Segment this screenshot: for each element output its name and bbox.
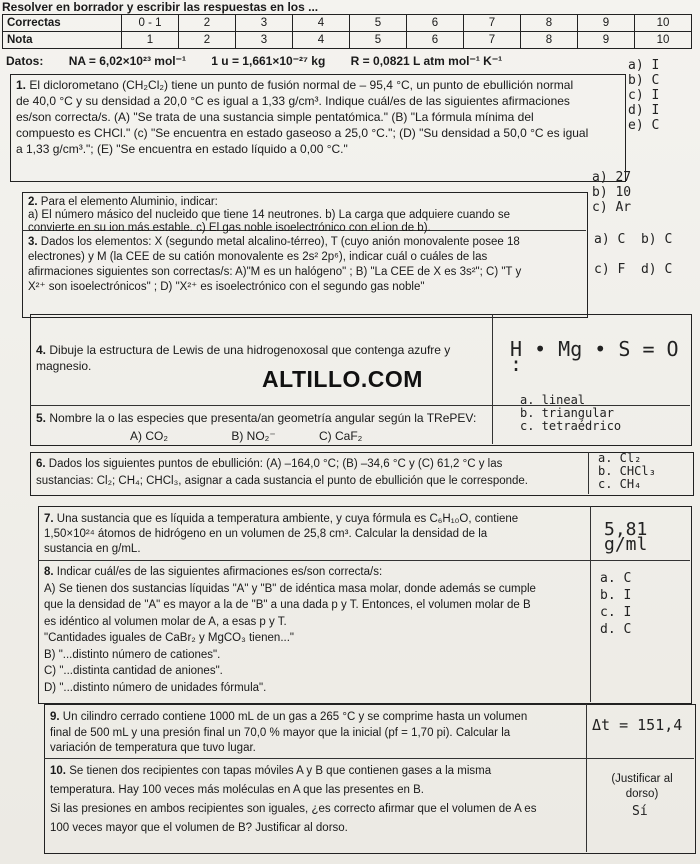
gas-constant: R = 0,0821 L atm mol⁻¹ K⁻¹ (350, 54, 503, 68)
question-number: 3. (28, 236, 38, 248)
answer-6 (598, 452, 656, 491)
question-line: que la densidad de "A" es mayor a la de "B" a una dada p y T. Entonces, el volumen molar de B (44, 599, 531, 611)
divider (38, 560, 690, 561)
option: C) CaF₂ (319, 429, 363, 443)
question-line: es/son correcta/s. (A) "Se trata de una sustancia simple pentatómica." (B) "La fórmula mínima del (16, 110, 534, 124)
grade-table (2, 14, 692, 49)
question-5 (36, 410, 492, 426)
question-number: 4. (36, 343, 47, 357)
watermark: ALTILLO.COM (262, 366, 423, 392)
question-line: afirmaciones siguientes son correctas/s: A)"M es un halógeno" ; B) "La CEE de X es 3s²"; C) "T y (28, 266, 522, 278)
handwritten-answer: a. Cl₂ (598, 451, 642, 465)
question-line: temperatura. Hay 100 veces más moléculas en A que las presentes en B. (50, 784, 424, 796)
handwritten-answer: a) C (594, 232, 626, 247)
question-line: final de 500 mL y una presión final un 70,0 % mayor que la inicial (pf = 1,70 pi). Calcular la (50, 726, 511, 739)
question-line: C) "...distinta cantidad de aniones". (44, 665, 223, 677)
question-line: B) "...distinto número de cationes". (44, 648, 221, 661)
question-3 (28, 235, 588, 295)
answer-5 (520, 394, 621, 433)
answer-7: 5,81 g/ml (604, 519, 648, 555)
question-line: Una sustancia que es líquida a temperatura ambiente, y cuya fórmula es C₆H₁₀O, contiene (56, 513, 519, 525)
correctas-label: Correctas (3, 15, 122, 32)
note-line: (Justificar al (611, 773, 673, 785)
question-number: 10. (50, 765, 66, 777)
nota-cell: 10 (635, 32, 692, 49)
question-line: convierte en su ion más estable. c) El gas noble isoelectrónico con el ion de b). (28, 222, 431, 234)
nota-label: Nota (3, 32, 122, 49)
nota-cell: 1 (122, 32, 179, 49)
question-10 (50, 762, 584, 838)
nota-cell: 6 (407, 32, 464, 49)
answer-4: H • Mg • S = O : (510, 337, 679, 376)
question-line: Si las presiones en ambos recipientes son iguales, ¿es correcto afirmar que el volumen de A es (50, 803, 537, 815)
question-6 (36, 456, 588, 490)
divider (492, 314, 493, 444)
datos-label: Datos: (6, 54, 44, 68)
note-line: dorso) (625, 788, 659, 800)
nota-cell: 4 (293, 32, 350, 49)
question-line: a 1,33 g/cm³."; (E) "Se encuentra en estado líquido a 0,00 °C." (16, 142, 348, 156)
question-line: a) El número másico del nucleido que tiene 14 neutrones. b) La carga que adquiere cuando se (28, 209, 511, 221)
question-1 (16, 77, 628, 157)
question-line: El diclorometano (CH₂Cl₂) tiene un punto de fusión normal de – 95,4 °C, un punto de ebullición normal (29, 78, 574, 92)
correctas-cell: 10 (635, 15, 692, 32)
nota-cell: 9 (578, 32, 635, 49)
correctas-cell: 7 (464, 15, 521, 32)
question-line: "Cantidades iguales de CaBr₂ y MgCO₃ tienen..." (44, 632, 294, 644)
instruction-header: Resolver en borrador y escribir las respuestas en los ... (2, 0, 319, 14)
question-number: 1. (16, 78, 27, 92)
question-number: 5. (36, 411, 47, 425)
nota-row (3, 32, 692, 49)
divider (590, 506, 591, 702)
handwritten-answer: a. lineal (520, 393, 586, 407)
answer-2 (592, 170, 631, 215)
handwritten-answer: a) I (628, 58, 660, 73)
handwritten-answer: c) Ar (592, 200, 632, 215)
handwritten-answer: c. CH₄ (598, 477, 642, 491)
question-line: Se tienen dos recipientes con tapas móviles A y B que contienen gases a la misma (69, 765, 492, 777)
handwritten-answer: b) C (628, 73, 660, 88)
handwritten-answer: b. I (600, 588, 632, 603)
question-5-options (130, 428, 490, 444)
question-line: Dibuje la estructura de Lewis de una hidrogenoxosal que contenga azufre y (49, 343, 451, 357)
handwritten-answer: a. C (600, 571, 632, 586)
question-line: Dados los siguientes puntos de ebullición: (A) –164,0 °C; (B) –34,6 °C y (C) 61,2 °C y las (48, 458, 503, 470)
option: B) NO₂⁻ (231, 429, 276, 443)
question-line: 1,50×10²⁴ átomos de hidrógeno en un volumen de 25,8 cm³. Calcular la densidad de la (44, 528, 488, 540)
divider (588, 452, 589, 494)
handwritten-answer: b) C (640, 232, 673, 247)
handwritten-answer: d. C (600, 622, 632, 637)
question-number: 6. (36, 458, 46, 470)
question-line: 100 veces mayor que el volumen de B? Justificar al dorso. (50, 822, 348, 834)
nota-cell: 5 (350, 32, 407, 49)
question-7 (44, 512, 588, 557)
question-line: sustancia en g/mL. (44, 543, 141, 555)
question-line: Para el elemento Aluminio, indicar: (40, 196, 218, 208)
nota-cell: 8 (521, 32, 578, 49)
question-line: X²⁺ son isoelectrónicos" ; D) "X²⁺ es isoelectrónico con el segundo gas noble" (28, 281, 425, 293)
option: A) CO₂ (130, 429, 168, 443)
question-number: 2. (28, 196, 38, 208)
correctas-cell: 2 (179, 15, 236, 32)
handwritten-answer: c) I (628, 88, 660, 103)
answer-10: Sí (632, 804, 648, 819)
atomic-mass-unit: 1 u = 1,661×10⁻²⁷ kg (211, 54, 326, 68)
question-2 (28, 196, 588, 235)
question-line: variación de temperatura que tuvo lugar. (50, 742, 256, 754)
handwritten-answer: a) 27 (592, 170, 632, 185)
handwritten-answer: b. CHCl₃ (598, 464, 656, 478)
nota-cell: 7 (464, 32, 521, 49)
question-line: Nombre la o las especies que presenta/an geometría angular según la TRePEV: (49, 411, 477, 425)
avogadro-constant: NA = 6,02×10²³ mol⁻¹ (68, 54, 186, 68)
constants-line (6, 54, 524, 68)
question-line: Dados los elementos: X (segundo metal alcalino-térreo), T (cuyo anión monovalente posee 18 (40, 236, 520, 248)
answer-1 (628, 58, 659, 133)
divider (586, 704, 587, 852)
question-line: D) "...distinto número de unidades fórmula". (44, 681, 267, 694)
question-line: Un cilindro cerrado contiene 1000 mL de un gas a 265 °C y se comprime hasta un volumen (62, 711, 528, 723)
handwritten-answer: c) F (594, 262, 626, 277)
correctas-cell: 5 (350, 15, 407, 32)
answer-9: Δt = 151,4 (592, 716, 683, 734)
justify-note (592, 772, 692, 802)
question-number: 8. (44, 566, 54, 578)
correctas-cell: 4 (293, 15, 350, 32)
correctas-row (3, 15, 692, 32)
handwritten-answer: c. I (600, 605, 632, 620)
answer-8 (600, 570, 631, 638)
correctas-cell: 8 (521, 15, 578, 32)
question-line: A) Se tienen dos sustancias líquidas "A" y "B" de idéntica masa molar, donde además se cumple (44, 582, 536, 595)
question-line: electrones) y M (la CEE de su catión monovalente es 2s² 2p⁶), indicar cuál o cuáles de las (28, 251, 488, 263)
correctas-cell: 9 (578, 15, 635, 32)
answer-3 (594, 232, 694, 277)
nota-cell: 3 (236, 32, 293, 49)
question-line: compuesto es CHCl." (c) "Se encuentra en estado gaseoso a 25,0 °C."; (D) "Su densidad a 50,0 °C es igual (16, 126, 589, 140)
correctas-cell: 6 (407, 15, 464, 32)
correctas-cell: 3 (236, 15, 293, 32)
question-line: sustancias: Cl₂; CH₄; CHCl₃, asignar a cada sustancia el punto de ebullición que le corresponde. (36, 475, 528, 487)
question-8 (44, 564, 588, 696)
handwritten-answer: b. triangular (520, 406, 614, 420)
nota-cell: 2 (179, 32, 236, 49)
handwritten-answer: d) I (628, 103, 660, 118)
question-number: 7. (44, 513, 54, 525)
handwritten-answer: e) C (628, 118, 660, 133)
question-line: Indicar cuál/es de las siguientes afirmaciones es/son correcta/s: (56, 566, 383, 578)
question-9 (50, 710, 584, 757)
question-line: magnesio. (36, 359, 92, 373)
question-number: 9. (50, 711, 60, 723)
handwritten-answer: d) C (640, 262, 673, 277)
handwritten-answer: c. tetraédrico (520, 419, 622, 433)
divider (44, 758, 694, 759)
correctas-cell: 0 - 1 (122, 15, 179, 32)
handwritten-answer: b) 10 (592, 185, 632, 200)
question-line: de 40,0 °C y su densidad a 20,0 °C es igual a 1,33 g/cm³. Indique cuál/es de las siguientes afirmaciones (16, 94, 570, 108)
question-line: es idéntico al volumen molar de A, a esas p y T. (44, 615, 287, 628)
